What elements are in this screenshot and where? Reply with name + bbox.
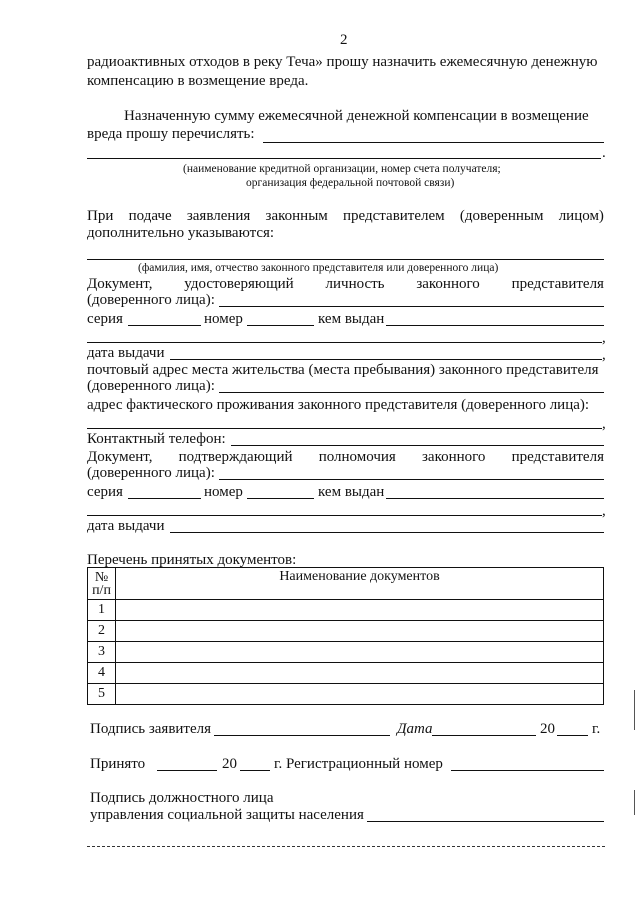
page-number: 2 xyxy=(340,32,348,48)
issue-date-comma: , xyxy=(602,347,606,363)
number-label: номер xyxy=(204,311,243,327)
document-name-cell[interactable] xyxy=(116,663,604,684)
row-number: 4 xyxy=(88,663,116,684)
scan-edge-mark xyxy=(634,690,635,730)
id-document-label-cont: (доверенного лица): xyxy=(87,292,215,308)
postal-address-label: почтовый адрес места жительства (места пребывания) законного представителя xyxy=(87,362,599,378)
transfer-line-2: вреда прошу перечислять: xyxy=(87,126,255,142)
table-row xyxy=(88,600,604,621)
transfer-line-1: Назначенную сумму ежемесячной денежной компенсации в возмещение xyxy=(124,108,589,124)
document-name-cell[interactable] xyxy=(116,642,604,663)
accepted-date-field[interactable] xyxy=(157,770,217,771)
bank-field-line-2[interactable] xyxy=(87,158,601,159)
header-number: № п/п xyxy=(88,568,116,600)
number-field-2[interactable] xyxy=(247,498,314,499)
issue-date-label: дата выдачи xyxy=(87,345,165,361)
series-field-2[interactable] xyxy=(128,498,201,499)
bank-field-dot: . xyxy=(602,145,606,161)
date-label: Дата xyxy=(397,721,433,737)
authority-document-field[interactable] xyxy=(219,479,604,480)
issue-date-field-2[interactable] xyxy=(170,532,604,533)
number-field[interactable] xyxy=(247,325,314,326)
representative-name-caption: (фамилия, имя, отчество законного представителя или доверенного лица) xyxy=(138,262,499,274)
applicant-signature-field[interactable] xyxy=(214,735,390,736)
postal-address-label-cont: (доверенного лица): xyxy=(87,378,215,394)
issued-by-comma-2: , xyxy=(602,503,606,519)
postal-address-field[interactable] xyxy=(219,392,604,393)
series-field[interactable] xyxy=(128,325,201,326)
issue-date-label-2: дата выдачи xyxy=(87,518,165,534)
bank-caption-2: организация федеральной почтовой связи) xyxy=(246,177,455,189)
scan-edge-mark xyxy=(634,790,635,815)
official-signature-label-1: Подпись должностного лица xyxy=(90,790,274,806)
table-row xyxy=(88,642,604,663)
authority-document-label-cont: (доверенного лица): xyxy=(87,465,215,481)
documents-title: Перечень принятых документов: xyxy=(87,552,297,568)
registration-number-field[interactable] xyxy=(451,770,604,771)
document-name-cell[interactable] xyxy=(116,684,604,705)
issued-by-label-2: кем выдан xyxy=(318,484,385,500)
actual-address-comma: , xyxy=(602,416,606,432)
year-suffix: г. xyxy=(592,721,601,737)
documents-table-header xyxy=(88,568,604,600)
table-row xyxy=(88,663,604,684)
header-document-name: Наименование документов xyxy=(116,568,604,600)
series-label-2: серия xyxy=(87,484,123,500)
accepted-year-prefix: 20 xyxy=(222,756,237,772)
issued-by-field[interactable] xyxy=(386,325,604,326)
year-prefix: 20 xyxy=(540,721,555,737)
official-signature-field[interactable] xyxy=(367,821,604,822)
actual-address-label: адрес фактического проживания законного представителя (доверенного лица): xyxy=(87,397,590,413)
issued-by-comma: , xyxy=(602,330,606,346)
issued-by-field-2-cont[interactable] xyxy=(87,515,602,516)
series-label: серия xyxy=(87,311,123,327)
official-signature-label-2: управления социальной защиты населения xyxy=(90,807,364,823)
issued-by-field-2[interactable] xyxy=(386,498,604,499)
id-document-field[interactable] xyxy=(219,306,604,307)
phone-label: Контактный телефон: xyxy=(87,431,226,447)
accepted-label: Принято xyxy=(90,756,146,772)
table-row xyxy=(88,621,604,642)
year-field[interactable] xyxy=(557,735,588,736)
row-number: 1 xyxy=(88,600,116,621)
row-number: 3 xyxy=(88,642,116,663)
bank-caption-1: (наименование кредитной организации, номер счета получателя; xyxy=(183,163,501,175)
document-name-cell[interactable] xyxy=(116,621,604,642)
phone-field[interactable] xyxy=(231,445,604,446)
accepted-registration-label: г. Регистрационный номер xyxy=(274,756,443,772)
date-field[interactable] xyxy=(432,735,536,736)
document-name-cell[interactable] xyxy=(116,600,604,621)
number-label-2: номер xyxy=(204,484,243,500)
representative-intro-line-2: дополнительно указываются: xyxy=(87,225,275,241)
representative-name-field[interactable] xyxy=(87,259,604,260)
intro-line-1: радиоактивных отходов в реку Теча» прошу назначить ежемесячную денежную xyxy=(87,54,598,70)
table-row xyxy=(88,684,604,705)
id-document-label: Документ, удостоверяющий личность законного представителя xyxy=(87,276,604,292)
intro-line-2: компенсацию в возмещение вреда. xyxy=(87,73,309,89)
cut-line xyxy=(87,846,605,847)
row-number: 5 xyxy=(88,684,116,705)
bank-field-line-1[interactable] xyxy=(263,142,604,143)
issued-by-label: кем выдан xyxy=(318,311,385,327)
actual-address-field[interactable] xyxy=(87,428,602,429)
issued-by-field-cont[interactable] xyxy=(87,342,602,343)
documents-table xyxy=(87,567,604,705)
issue-date-field[interactable] xyxy=(170,359,602,360)
row-number: 2 xyxy=(88,621,116,642)
applicant-signature-label: Подпись заявителя xyxy=(90,721,212,737)
accepted-year-field[interactable] xyxy=(240,770,270,771)
representative-intro-line-1: При подаче заявления законным представителем (доверенным лицом) xyxy=(87,208,604,224)
authority-document-label: Документ, подтверждающий полномочия законного представителя xyxy=(87,449,604,465)
